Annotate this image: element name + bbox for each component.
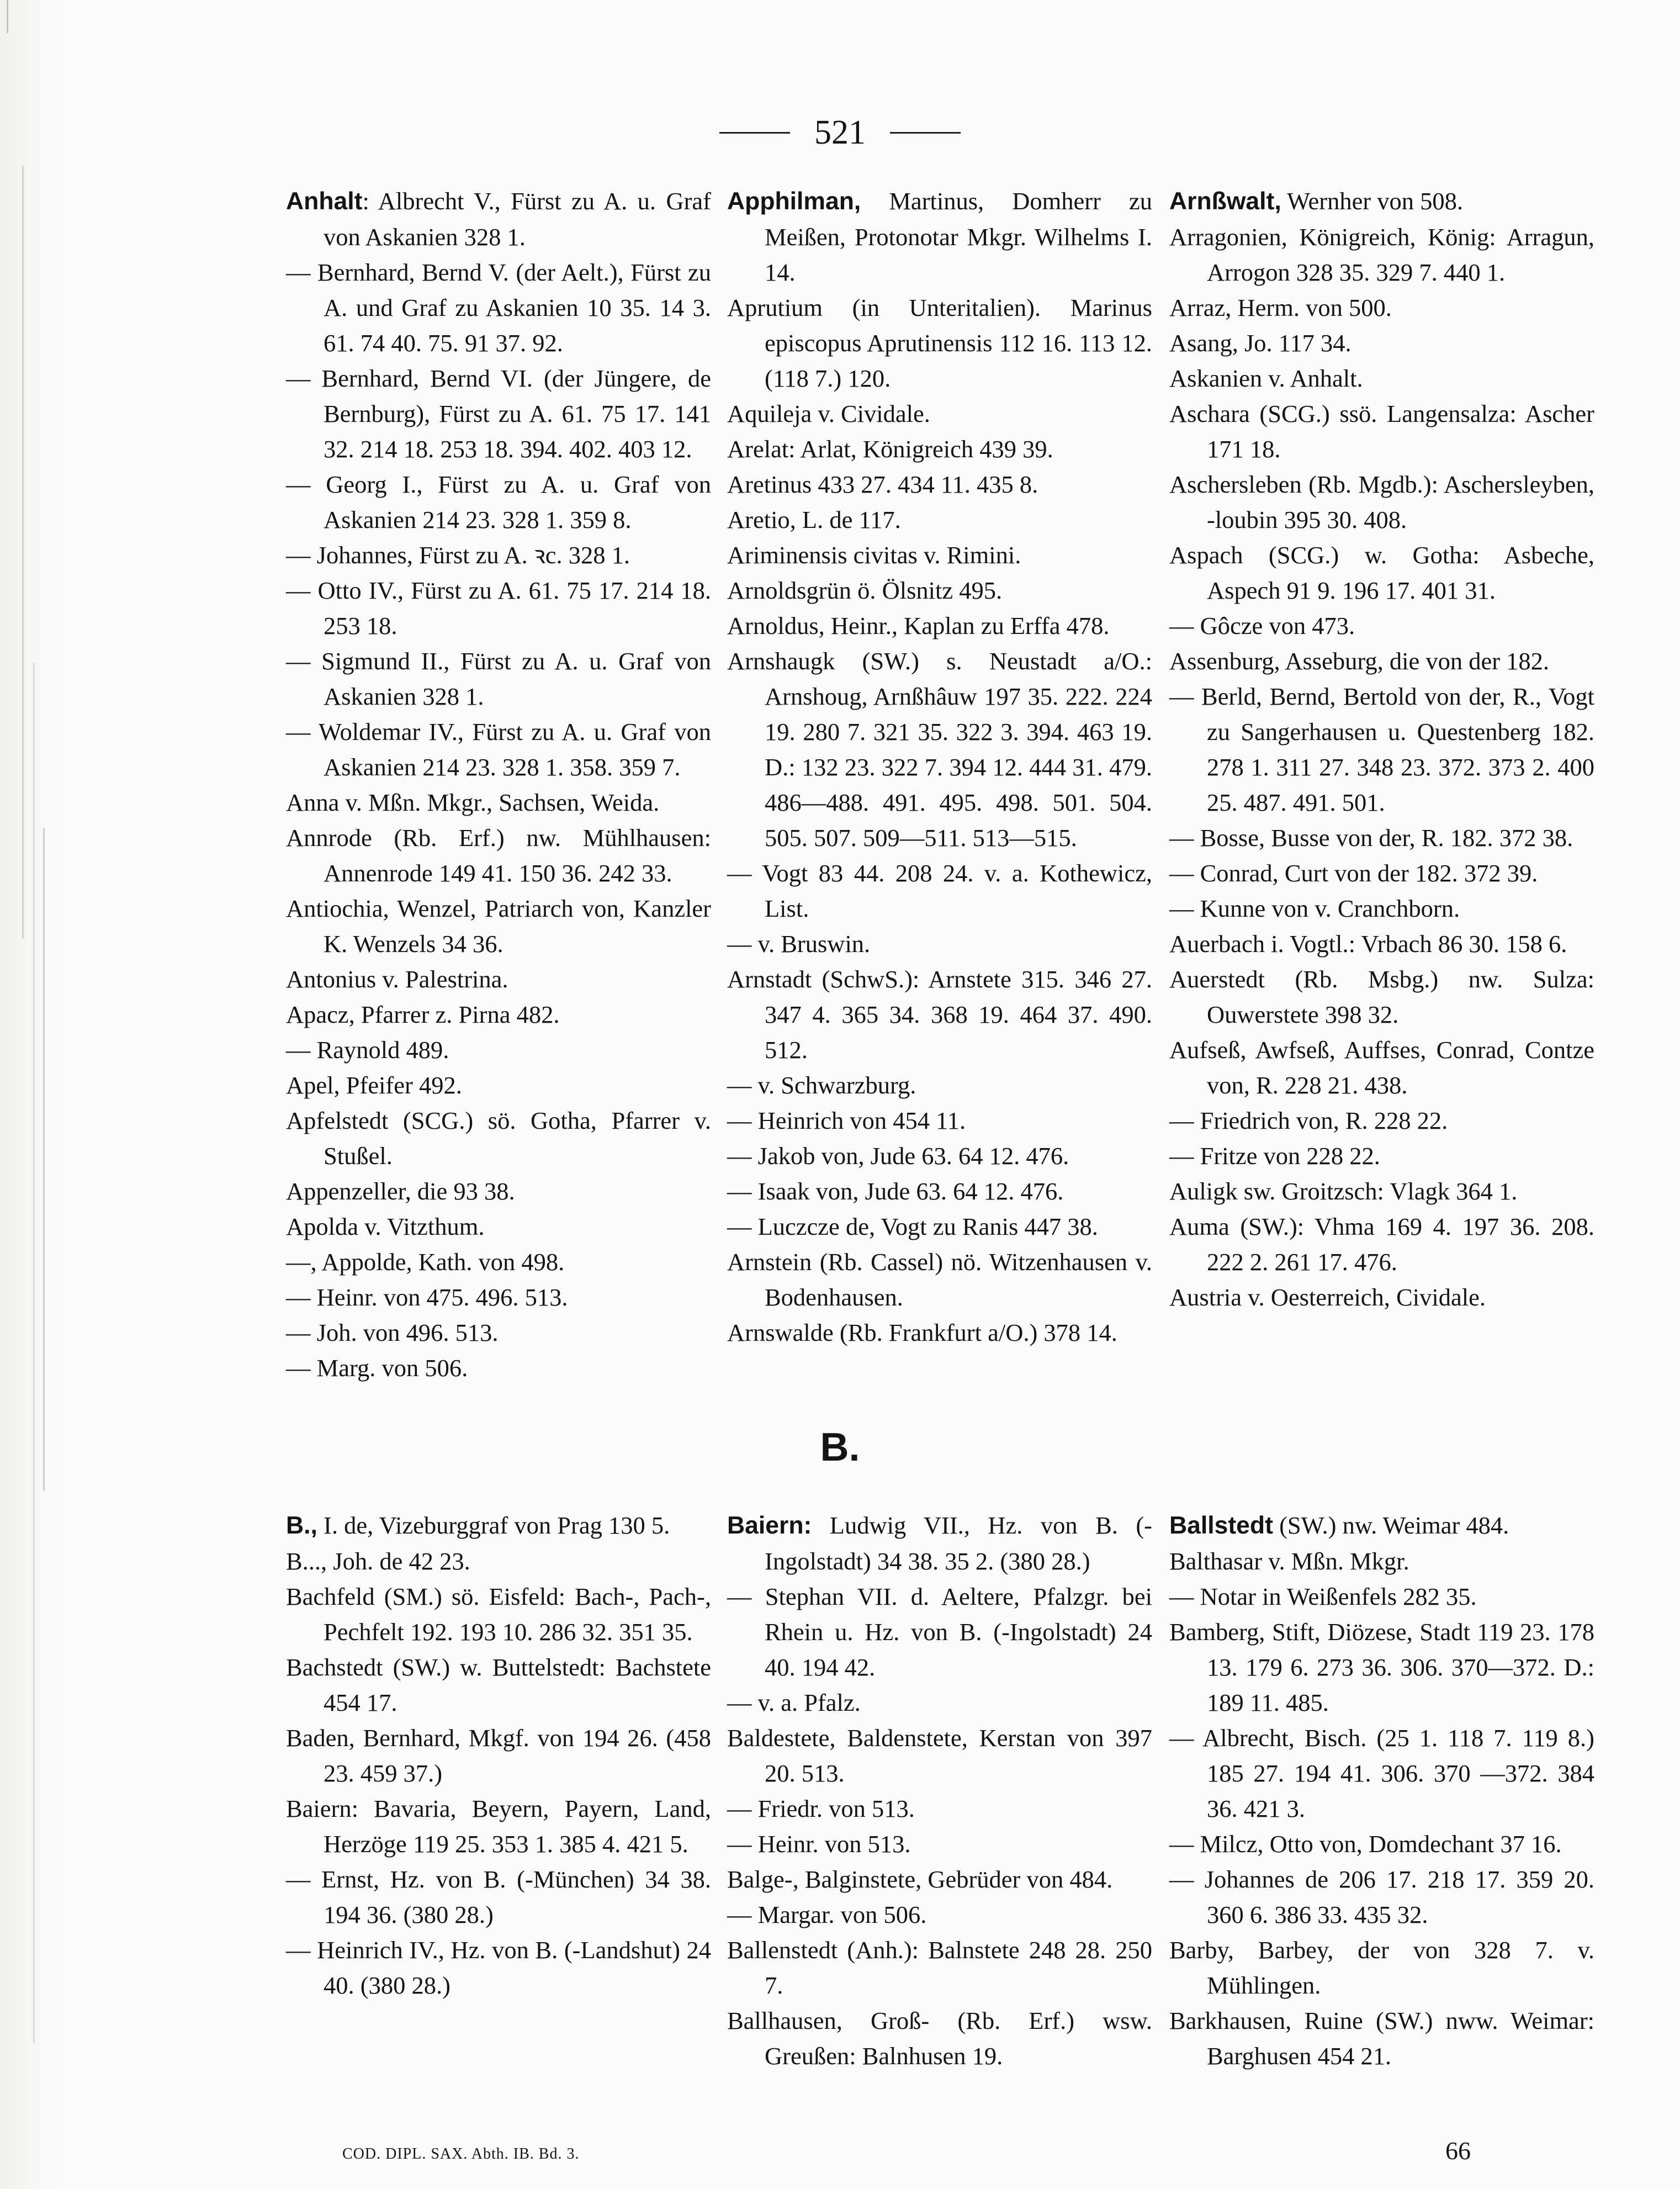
index-entry: Arelat: Arlat, Königreich 439 39.: [727, 435, 1053, 463]
index-column-bottom-2: [727, 1508, 1152, 2074]
index-column-top-1: [286, 183, 711, 1386]
index-entry: Auerbach i. Vogtl.: Vrbach 86 30. 158 6.: [1169, 930, 1567, 958]
index-entry: Anhalt: Albrecht V., Fürst zu A. u. Graf von Askanien 328 1.: [286, 187, 711, 251]
index-entry: Arnswalde (Rb. Frankfurt a/O.) 378 14.: [727, 1319, 1117, 1346]
index-entry: — Friedr. von 513.: [727, 1795, 915, 1822]
index-entry: Austria v. Oesterreich, Cividale.: [1169, 1283, 1486, 1311]
index-entry: Arraz, Herm. von 500.: [1169, 294, 1392, 321]
index-entry: Baiern: Ludwig VII., Hz. von B. (-Ingolstadt) 34 38. 35 2. (380 28.): [727, 1511, 1152, 1575]
index-column-top-2: [727, 183, 1152, 1350]
scan-edge-shadow: [0, 0, 61, 2189]
index-entry: — Marg. von 506.: [286, 1354, 468, 1382]
index-entry: Apfelstedt (SCG.) sö. Gotha, Pfarrer v. Stußel.: [286, 1107, 711, 1170]
index-entry: Aschersleben (Rb. Mgdb.): Aschersleyben, -loubin 395 30. 408.: [1169, 470, 1594, 533]
index-entry: Arnstein (Rb. Cassel) nö. Witzenhausen v. Bodenhausen.: [727, 1248, 1152, 1311]
index-entry: — Woldemar IV., Fürst zu A. u. Graf von Askanien 214 23. 328 1. 358. 359 7.: [286, 718, 711, 781]
signature-mark: 66: [1445, 2137, 1471, 2165]
index-entry: Ballhausen, Groß- (Rb. Erf.) wsw. Greußen: Balnhusen 19.: [727, 2007, 1152, 2070]
index-entry: Arnstadt (SchwS.): Arnstete 315. 346 27. 347 4. 365 34. 368 19. 464 37. 490. 512.: [727, 965, 1152, 1064]
index-entry: — Otto IV., Fürst zu A. 61. 75 17. 214 18. 253 18.: [286, 577, 711, 639]
index-entry: Aschara (SCG.) ssö. Langensalza: Ascher 171 18.: [1169, 400, 1594, 463]
index-entry: — Margar. von 506.: [727, 1901, 927, 1928]
header-rule-right: [890, 132, 961, 134]
index-entry: Balge-, Balginstete, Gebrüder von 484.: [727, 1865, 1113, 1893]
header-rule-left: [719, 132, 790, 134]
scan-edge-mark: [33, 663, 35, 2043]
index-entry: — Vogt 83 44. 208 24. v. a. Kothewicz, List.: [727, 859, 1152, 922]
index-entry: — Sigmund II., Fürst zu A. u. Graf von Askanien 328 1.: [286, 647, 711, 710]
index-entry: — v. Schwarzburg.: [727, 1071, 916, 1099]
index-entry: Aretio, L. de 117.: [727, 506, 901, 533]
index-entry: — Berld, Bernd, Bertold von der, R., Vogt zu Sangerhausen u. Questenberg 182. 278 1. 311 27. 348 23. 372. 373 2. 400 25. 487. 491. 501.: [1169, 683, 1594, 816]
index-entry: — v. Bruswin.: [727, 930, 871, 958]
index-entry: Appenzeller, die 93 38.: [286, 1177, 515, 1205]
index-entry: — Conrad, Curt von der 182. 372 39.: [1169, 859, 1538, 887]
index-entry: Ballenstedt (Anh.): Balnstete 248 28. 250 7.: [727, 1936, 1152, 1999]
index-entry: — Bernhard, Bernd VI. (der Jüngere, de Bernburg), Fürst zu A. 61. 75 17. 141 32. 214 18. 253 18. 394. 402. 403 12.: [286, 364, 711, 463]
index-entry: Bachfeld (SM.) sö. Eisfeld: Bach-, Pach-, Pechfelt 192. 193 10. 286 32. 351 35.: [286, 1583, 711, 1646]
index-entry: Auligk sw. Groitzsch: Vlagk 364 1.: [1169, 1177, 1518, 1205]
index-entry: — Luczcze de, Vogt zu Ranis 447 38.: [727, 1213, 1098, 1240]
index-entry: Aretinus 433 27. 434 11. 435 8.: [727, 470, 1038, 498]
scan-edge-mark: [7, 0, 8, 33]
index-entry: Anna v. Mßn. Mkgr., Sachsen, Weida.: [286, 789, 660, 816]
index-entry: — Bernhard, Bernd V. (der Aelt.), Fürst zu A. und Graf zu Askanien 10 35. 14 3. 61. 74 40. 75. 91 37. 92.: [286, 258, 711, 357]
index-entry: —, Appolde, Kath. von 498.: [286, 1248, 565, 1276]
index-entry: Apel, Pfeifer 492.: [286, 1071, 462, 1099]
index-column-bottom-3: [1169, 1508, 1594, 2074]
index-entry: — Johannes de 206 17. 218 17. 359 20. 360 6. 386 33. 435 32.: [1169, 1865, 1594, 1928]
index-entry: — Gôcze von 473.: [1169, 612, 1355, 639]
page-header: [0, 113, 1680, 152]
index-column-top-3: [1169, 183, 1594, 1315]
index-entry: Arnßwalt, Wernher von 508.: [1169, 187, 1464, 215]
footer-note: COD. DIPL. SAX. Abth. IB. Bd. 3.: [342, 2145, 580, 2162]
index-entry: Arnoldus, Heinr., Kaplan zu Erffa 478.: [727, 612, 1110, 639]
index-entry: Auerstedt (Rb. Msbg.) nw. Sulza: Ouwerstete 398 32.: [1169, 965, 1594, 1028]
index-entry: Antonius v. Palestrina.: [286, 965, 508, 993]
index-entry: Baldestete, Baldenstete, Kerstan von 397 20. 513.: [727, 1724, 1152, 1787]
index-entry: Apphilman, Martinus, Domherr zu Meißen, Protonotar Mkgr. Wilhelms I. 14.: [727, 187, 1152, 286]
index-entry: Annrode (Rb. Erf.) nw. Mühlhausen: Annenrode 149 41. 150 36. 242 33.: [286, 824, 711, 887]
index-entry: Barby, Barbey, der von 328 7. v. Mühlingen.: [1169, 1936, 1594, 1999]
index-entry: Ariminensis civitas v. Rimini.: [727, 541, 1021, 569]
index-entry: Aquileja v. Cividale.: [727, 400, 930, 427]
index-entry: — Kunne von v. Cranchborn.: [1169, 895, 1460, 922]
index-entry: B..., Joh. de 42 23.: [286, 1547, 470, 1575]
index-entry: Bamberg, Stift, Diözese, Stadt 119 23. 178 13. 179 6. 273 36. 306. 370—372. D.: 189 11. 485.: [1169, 1618, 1594, 1716]
index-entry: Antiochia, Wenzel, Patriarch von, Kanzler K. Wenzels 34 36.: [286, 895, 711, 958]
index-entry: — Jakob von, Jude 63. 64 12. 476.: [727, 1142, 1069, 1170]
index-entry: Askanien v. Anhalt.: [1169, 364, 1363, 392]
index-entry: — Johannes, Fürst zu A. ꝛc. 328 1.: [286, 541, 630, 569]
page-number: 521: [814, 114, 866, 151]
index-entry: — Georg I., Fürst zu A. u. Graf von Askanien 214 23. 328 1. 359 8.: [286, 470, 711, 533]
index-entry: — Fritze von 228 22.: [1169, 1142, 1380, 1170]
index-entry: Baden, Bernhard, Mkgf. von 194 26. (458 23. 459 37.): [286, 1724, 711, 1787]
index-entry: — Heinrich von 454 11.: [727, 1107, 966, 1134]
scan-edge-mark: [22, 166, 24, 939]
section-letter-heading: B.: [820, 1425, 860, 1469]
index-entry: Aufseß, Awfseß, Auffses, Conrad, Contze von, R. 228 21. 438.: [1169, 1036, 1594, 1099]
index-entry: — v. a. Pfalz.: [727, 1689, 861, 1716]
index-entry: — Heinr. von 513.: [727, 1830, 911, 1858]
index-entry: Barkhausen, Ruine (SW.) nww. Weimar: Barghusen 454 21.: [1169, 2007, 1594, 2070]
index-entry: — Heinr. von 475. 496. 513.: [286, 1283, 568, 1311]
index-entry: Balthasar v. Mßn. Mkgr.: [1169, 1547, 1409, 1575]
index-entry: — Joh. von 496. 513.: [286, 1319, 499, 1346]
index-entry: — Bosse, Busse von der, R. 182. 372 38.: [1169, 824, 1573, 852]
index-entry: Aprutium (in Unteritalien). Marinus episcopus Aprutinensis 112 16. 113 12. (118 7.) 120.: [727, 294, 1152, 392]
index-entry: — Stephan VII. d. Aeltere, Pfalzgr. bei Rhein u. Hz. von B. (-Ingolstadt) 24 40. 194 42.: [727, 1583, 1152, 1681]
index-entry: Arnoldsgrün ö. Ölsnitz 495.: [727, 577, 1003, 604]
index-entry: Baiern: Bavaria, Beyern, Payern, Land, Herzöge 119 25. 353 1. 385 4. 421 5.: [286, 1795, 711, 1858]
index-column-bottom-1: [286, 1508, 711, 2003]
index-entry: Apolda v. Vitzthum.: [286, 1213, 485, 1240]
index-entry: B., I. de, Vizeburggraf von Prag 130 5.: [286, 1511, 670, 1539]
index-entry: — Heinrich IV., Hz. von B. (-Landshut) 24 40. (380 28.): [286, 1936, 711, 1999]
index-entry: — Notar in Weißenfels 282 35.: [1169, 1583, 1477, 1610]
scan-edge-mark: [43, 828, 45, 1491]
index-entry: Ballstedt (SW.) nw. Weimar 484.: [1169, 1511, 1509, 1539]
index-entry: Asang, Jo. 117 34.: [1169, 329, 1352, 357]
index-entry: Assenburg, Asseburg, die von der 182.: [1169, 647, 1550, 675]
index-entry: Arnshaugk (SW.) s. Neustadt a/O.: Arnshoug, Arnßhâuw 197 35. 222. 224 19. 280 7. 321 35. 322 3. 394. 463 19. D.: 132 23. 322 7. 394 12. 444 31. 479. 486—488. 491. 495. 498. 501. 504. 505. 507. 509—511. 513—515.: [727, 647, 1152, 852]
index-entry: Bachstedt (SW.) w. Buttelstedt: Bachstete 454 17.: [286, 1653, 711, 1716]
index-entry: — Raynold 489.: [286, 1036, 449, 1064]
index-entry: — Albrecht, Bisch. (25 1. 118 7. 119 8.) 185 27. 194 41. 306. 370 —372. 384 36. 421 3.: [1169, 1724, 1594, 1822]
index-entry: Arragonien, Königreich, König: Arragun, Arrogon 328 35. 329 7. 440 1.: [1169, 223, 1594, 286]
index-entry: Apacz, Pfarrer z. Pirna 482.: [286, 1001, 560, 1028]
index-entry: Aspach (SCG.) w. Gotha: Asbeche, Aspech 91 9. 196 17. 401 31.: [1169, 541, 1594, 604]
index-entry: — Isaak von, Jude 63. 64 12. 476.: [727, 1177, 1064, 1205]
index-entry: Auma (SW.): Vhma 169 4. 197 36. 208. 222 2. 261 17. 476.: [1169, 1213, 1594, 1276]
index-entry: — Ernst, Hz. von B. (-München) 34 38. 194 36. (380 28.): [286, 1865, 711, 1928]
index-entry: — Friedrich von, R. 228 22.: [1169, 1107, 1448, 1134]
index-entry: — Milcz, Otto von, Domdechant 37 16.: [1169, 1830, 1562, 1858]
